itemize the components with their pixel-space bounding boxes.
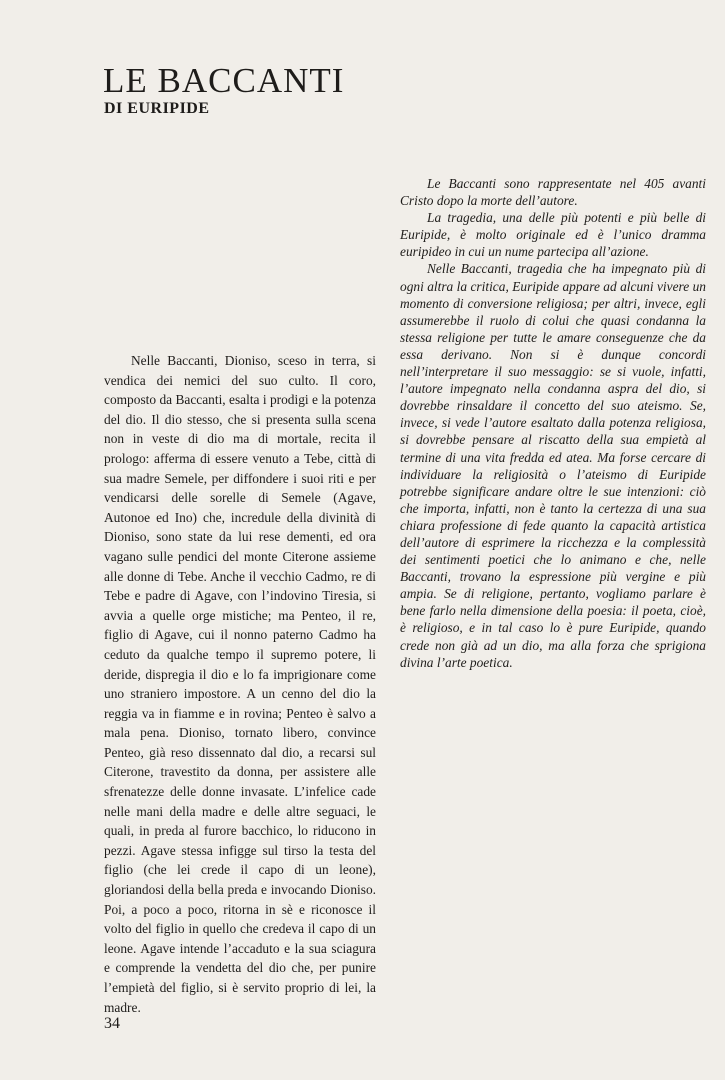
page-title: LE BACCANTI [103, 61, 345, 100]
plot-summary-column [104, 351, 376, 1017]
page-number: 34 [104, 1015, 120, 1032]
plot-summary-paragraph: Nelle Baccanti, Dioniso, sceso in terra, si vendica dei nemici del suo culto. Il coro, composto da Baccanti, esalta i prodigi e la potenza del dio. Il dio stesso, che si presenta sulla scena non in veste di dio ma di mortale, recita il prologo: afferma di essere venuto a Tebe, città di sua madre Semele, per diffondere i suoi riti e per vendicarsi delle sorelle di Semele (Agave, Autonoe ed Ino) che, incredule della divinità di Dioniso, sono state da lui rese dementi, ed ora vagano sulle pendici del monte Citerone assieme alle donne di Tebe. Anche il vecchio Cadmo, re di Tebe e padre di Agave, con l’indovino Tiresia, si avvia a quelle orge mistiche; ma Penteo, il re, figlio di Agave, cui il nonno paterno Cadmo ha ceduto da qualche tempo il supremo potere, li deride, dispregia il dio e lo fa imprigionare come uno straniero impostore. A un cenno del dio la reggia va in fiamme e in rovina; Penteo è salvo a mala pena. Dioniso, tornato libero, convince Penteo, già reso dissennato dal dio, a recarsi sul Citerone, travestito da donna, per assistere alle sfrenatezze delle donne invasate. L’infelice cade nelle mani della madre e delle altre seguaci, le quali, in preda al furore bacchico, lo riducono in pezzi. Agave stessa infigge sul tirso la testa del figlio (che lei crede il capo di un leone), gloriandosi della bella preda e invocando Dioniso. Poi, a poco a poco, ritorna in sè e riconosce il volto del figlio in quello che credeva il capo di un leone. Agave intende l’accaduto e la sua sciagura e comprende la vendetta del dio che, per punire l’empietà del figlio, si è servito proprio di lei, la madre. [104, 353, 376, 1015]
page-subtitle: DI EURIPIDE [104, 100, 210, 117]
commentary-column [400, 175, 706, 671]
commentary-paragraph: La tragedia, una delle più potenti e più belle di Euripide, è molto originale ed è l’unico dramma euripideo in cui un nume partecipa all’azione. [400, 210, 706, 260]
commentary-paragraph: Nelle Baccanti, tragedia che ha impegnato più di ogni altra la critica, Euripide appare ad alcuni vivere un momento di conversione religiosa; per altri, invece, egli assumerebbe il ruolo di colui che quasi condanna la stessa religione per tutte le amare conseguenze che da essa derivano. Non si è dunque concordi nell’interpretare il suo messaggio: se si vuole, infatti, l’autore impegnato nella condanna aspra del dio, si dovrebbe rinsaldare il concetto del suo ateismo. Se, invece, si vede l’autore esaltato dalla potenza religiosa, si dovrebbe pensare al riscatto della sua empietà al termine di una vita fredda ed atea. Ma forse cercare di individuare la religiosità o l’ateismo di Euripide potrebbe significare andare oltre le sue intenzioni: ciò che importa, infatti, non è tanto la certezza di una sua chiara professione di fede quanto la capacità artistica dell’autore di esprimere la ricchezza e la complessità dei sentimenti poetici che lo animano e che, nelle Baccanti, trovano la espressione più vergine e più ampia. Se di religione, pertanto, vogliamo parlare è bene farlo nella dimensione della poesia: il poeta, cioè, è religioso, e in tal caso lo è pure Euripide, quando crede non già ad un dio, ma alla forza che sprigiona divina l’arte poetica. [400, 261, 706, 670]
commentary-paragraph: Le Baccanti sono rappresentate nel 405 avanti Cristo dopo la morte dell’autore. [400, 176, 706, 209]
